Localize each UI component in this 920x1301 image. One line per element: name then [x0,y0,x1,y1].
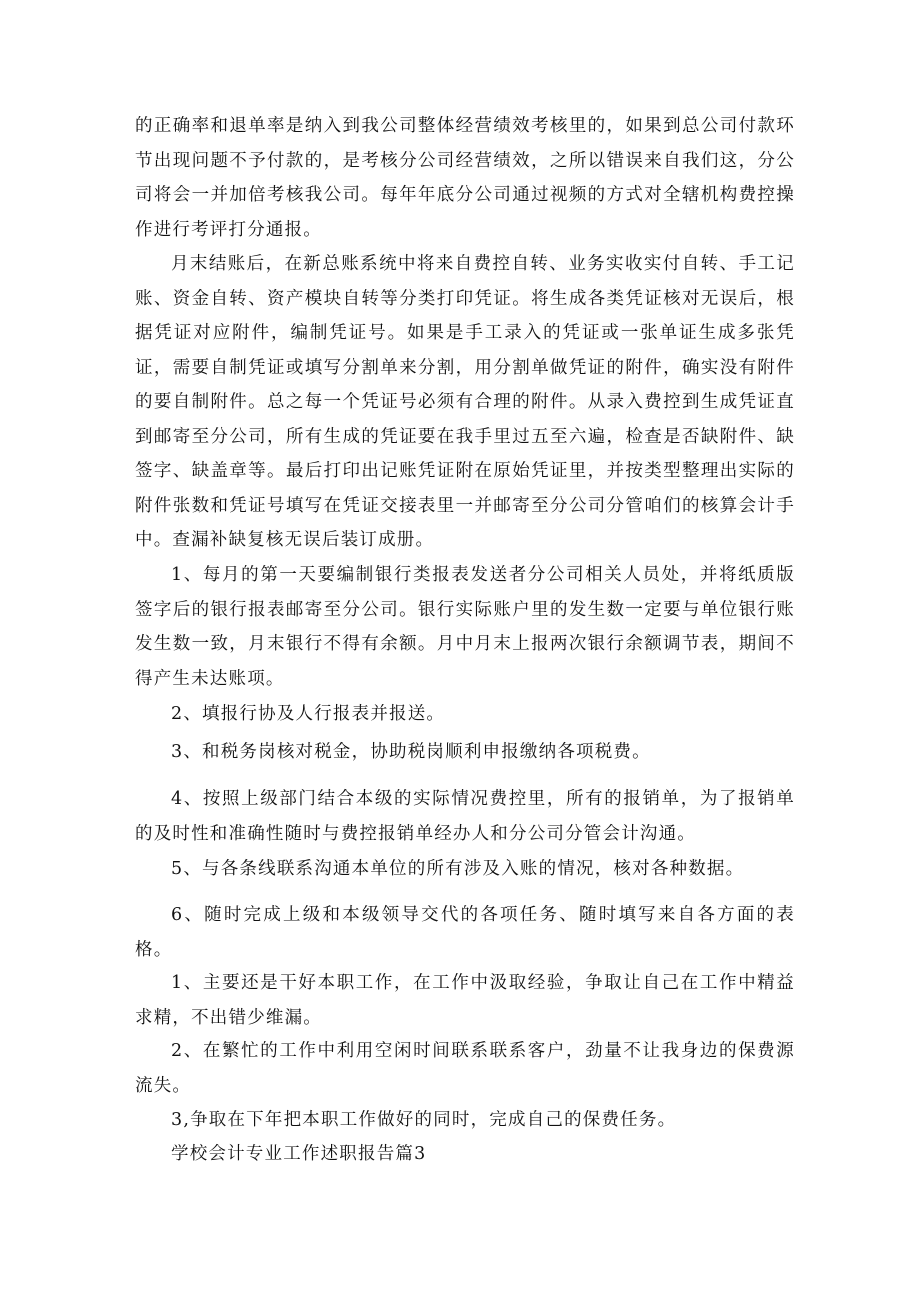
paragraph-plan-job-duties: 1、主要还是干好本职工作，在工作中汲取经验，争取让自己在工作中精益求精，不出错少维漏。 [135,973,795,1028]
paragraph-data-reconciliation: 5、与各条线联系沟通本单位的所有涉及入账的情况，核对各种数据。 [171,859,745,879]
paragraph-expense-reimbursement: 4、按照上级部门结合本级的实际情况费控里，所有的报销单，为了报销单的及时性和准确性随时与费控报销单经办人和分公司分管会计沟通。 [135,789,795,844]
section-title: 学校会计专业工作述职报告篇3 [171,1144,427,1164]
paragraph-month-end-closing: 月末结账后，在新总账系统中将来自费控自转、业务实收实付自转、手工记账、资金自转、资产模块自转等分类打印凭证。将生成各类凭证核对无误后，根据凭证对应附件，编制凭证号。如果是手工录入的凭证或一张单证生成多张凭证，需要自制凭证或填写分割单来分割，用分割单做凭证的附件，确实没有附件的要自制附件。总之每一个凭证号必须有合理的附件。从录入费控到生成凭证直到邮寄至分公司，所有生成的凭证要在我手里过五至六遍，检查是否缺附件、缺签字、缺盖章等。最后打印出记账凭证附在原始凭证里，并按类型整理出实际的附件张数和凭证号填写在凭证交接表里一并邮寄至分公司分管咱们的核算会计手中。查漏补缺复核无误后装订成册。 [135,254,795,550]
paragraph-assigned-tasks: 6、随时完成上级和本级领导交代的各项任务、随时填写来自各方面的表格。 [135,905,795,960]
paragraph-performance-assessment: 的正确率和退单率是纳入到我公司整体经营绩效考核里的，如果到总公司付款环节出现问题不予付款的，是考核分公司经营绩效，之所以错误来自我们这，分公司将会一并加倍考核我公司。每年年底分公司通过视频的方式对全辖机构费控操作进行考评打分通报。 [135,116,795,240]
paragraph-plan-premium-task: 3,争取在下年把本职工作做好的同时，完成自己的保费任务。 [171,1110,677,1130]
paragraph-plan-customers: 2、在繁忙的工作中利用空闲时间联系联系客户，劲量不让我身边的保费源流失。 [135,1041,795,1096]
paragraph-bank-reports: 1、每月的第一天要编制银行类报表发送者分公司相关人员处，并将纸质版签字后的银行报表邮寄至分公司。银行实际账户里的发生数一定要与单位银行账发生数一致，月末银行不得有余额。月中月末上报两次银行余额调节表，期间不得产生未达账项。 [135,565,795,689]
paragraph-tax-verification: 3、和税务岗核对税金，协助税岗顺利申报缴纳各项税费。 [171,742,651,762]
paragraph-association-reports: 2、填报行协及人行报表并报送。 [171,704,446,724]
